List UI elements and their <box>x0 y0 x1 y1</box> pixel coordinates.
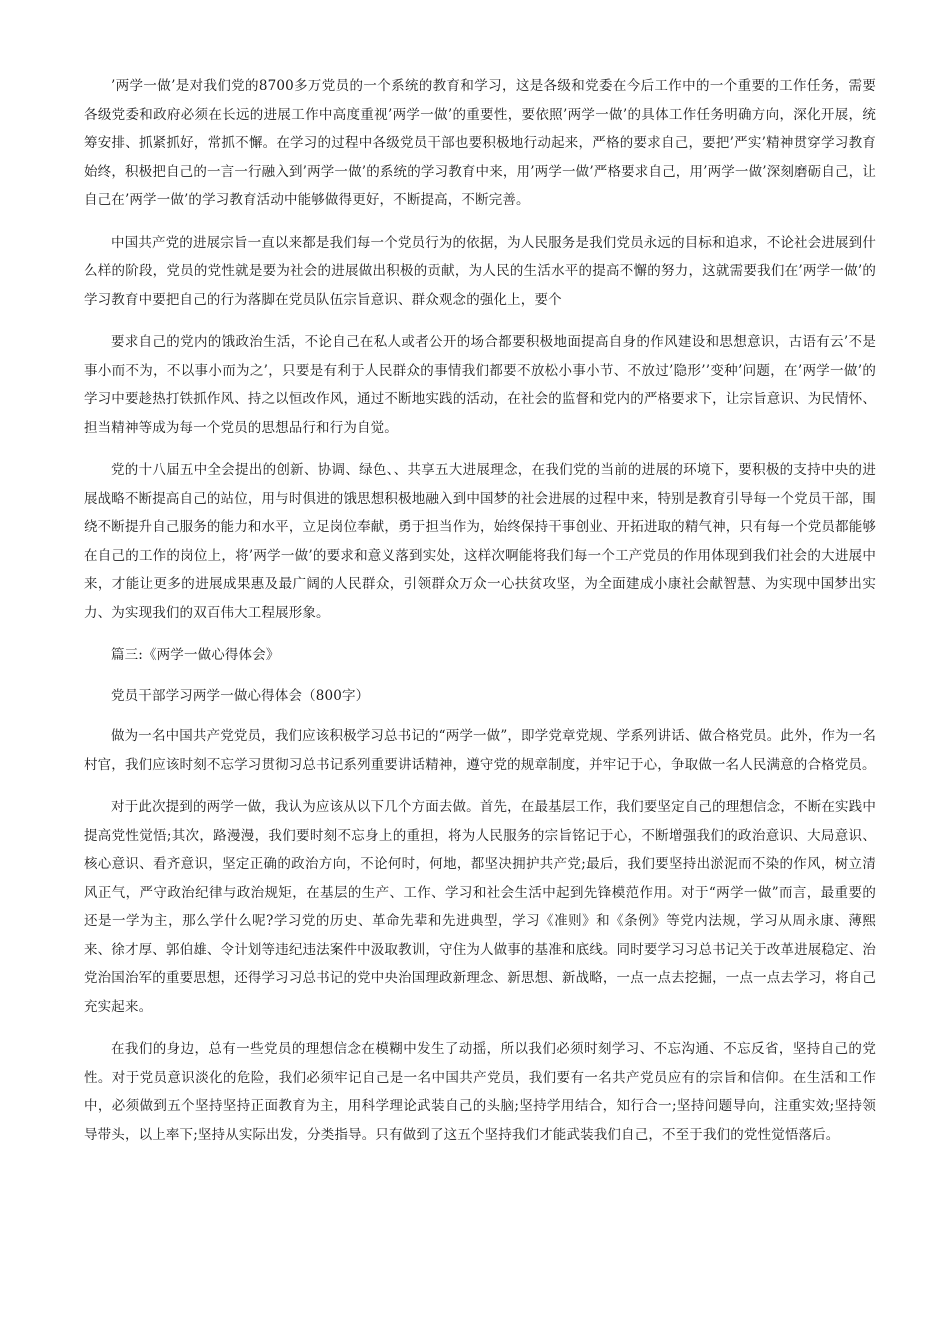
paragraph-3: 要求自己的党内的饿政治生活，不论自己在私人或者公开的场合都要积极地面提高自身的作风建设和思想意识，古语有云’不是事小而不为，不以事小而为之’，只要是有利于人民群众的事情我们都要不放松小事小节、不放过’隐形’’变种’问题，在’两学一做’的学习中要趁热打铁抓作风、持之以恒改作风，通过不断地实践的活动，在社会的监督和党内的严格要求下，让宗旨意识、为民情怀、担当精神等成为每一个党员的思想品行和行为自觉。 <box>84 334 876 436</box>
article-title: 党员干部学习两学一做心得体会（800字） <box>111 687 370 704</box>
document-page <box>84 72 876 1163</box>
section-heading: 篇三:《两学一做心得体会》 <box>111 647 280 663</box>
paragraph-7: 在我们的身边，总有一些党员的理想信念在模糊中发生了动摇，所以我们必须时刻学习、不忘沟通、不忘反省，坚持自己的党性。对于党员意识淡化的危险，我们必须牢记自己是一名中国共产党员，我们要有一名共产党员应有的宗旨和信仰。在生活和工作中，必须做到五个坚持坚持正面教育为主，用科学理论武装自己的头脑;坚持学用结合，知行合一;坚持问题导向，注重实效;坚持领导带头，以上率下;坚持从实际出发，分类指导。只有做到了这五个坚持我们才能武装我们自己，不至于我们的党性觉悟落后。 <box>84 1041 876 1143</box>
paragraph-6: 对于此次提到的两学一做，我认为应该从以下几个方面去做。首先，在最基层工作，我们要坚定自己的理想信念，不断在实践中提高党性觉悟;其次，路漫漫，我们要时刻不忘身上的重担，将为人民服务的宗旨铭记于心，不断增强我们的政治意识、大局意识、核心意识、看齐意识，坚定正确的政治方向，不论何时，何地，都坚决拥护共产党;最后，我们要坚持出淤泥而不染的作风，树立清风正气，严守政治纪律与政治规矩，在基层的生产、工作、学习和社会生活中起到先锋模范作用。对于“两学一做”而言，最重要的还是一学为主，那么学什么呢?学习党的历史、革命先辈和先进典型，学习《准则》和《条例》等党内法规，学习从周永康、薄熙来、徐才厚、郭伯雄、令计划等违纪违法案件中汲取教训，守住为人做事的基准和底线。同时要学习习总书记关于改革进展稳定、治党治国治军的重要思想，还得学习习总书记的党中央治国理政新理念、新思想、新战略，一点一点去挖掘，一点一点去学习，将自己充实起来。 <box>84 799 876 1015</box>
paragraph-5: 做为一名中国共产党党员，我们应该积极学习总书记的“两学一做”，即学党章党规、学系列讲话、做合格党员。此外，作为一名村官，我们应该时刻不忘学习贯彻习总书记系列重要讲话精神，遵守党的规章制度，并牢记于心，争取做一名人民满意的合格党员。 <box>84 728 876 773</box>
paragraph-1: ’两学一做’是对我们党的8700多万党员的一个系统的教育和学习，这是各级和党委在今后工作中的一个重要的工作任务，需要各级党委和政府必须在长远的进展工作中高度重视’两学一做’的重要性，要依照’两学一做’的具体工作任务明确方向，深化开展，统筹安排、抓紧抓好，常抓不懈。在学习的过程中各级党员干部也要积极地行动起来，严格的要求自己，要把’严实’精神贯穿学习教育始终，积极把自己的一言一行融入到’两学一做’的系统的学习教育中来，用’两学一做’严格要求自己，用’两学一做’深刻磨砺自己，让自己在’两学一做’的学习教育活动中能够做得更好，不断提高，不断完善。 <box>84 78 876 208</box>
paragraph-4: 党的十八届五中全会提出的创新、协调、绿色、、共享五大进展理念，在我们党的当前的进展的环境下，要积极的支持中央的进展战略不断提高自己的站位，用与时俱进的饿思想积极地融入到中国梦的社会进展的过程中来，特别是教育引导每一个党员干部，围绕不断提升自己服务的能力和水平，立足岗位奉献，勇于担当作为，始终保持干事创业、开拓进取的精气神，只有每一个党员都能够在自己的工作的岗位上，将’两学一做’的要求和意义落到实处，这样次啊能将我们每一个工产党员的作用体现到我们社会的大进展中来，才能让更多的进展成果惠及最广阔的人民群众，引领群众万众一心扶贫攻坚，为全面建成小康社会献智慧、为实现中国梦出实力、为实现我们的双百伟大工程展形象。 <box>84 462 876 621</box>
paragraph-2: 中国共产党的进展宗旨一直以来都是我们每一个党员行为的依据，为人民服务是我们党员永远的目标和追求，不论社会进展到什么样的阶段，党员的党性就是要为社会的进展做出积极的贡献，为人民的生活水平的提高不懈的努力，这就需要我们在’两学一做’的学习教育中要把自己的行为落脚在党员队伍宗旨意识、群众观念的强化上，要个 <box>84 234 876 308</box>
